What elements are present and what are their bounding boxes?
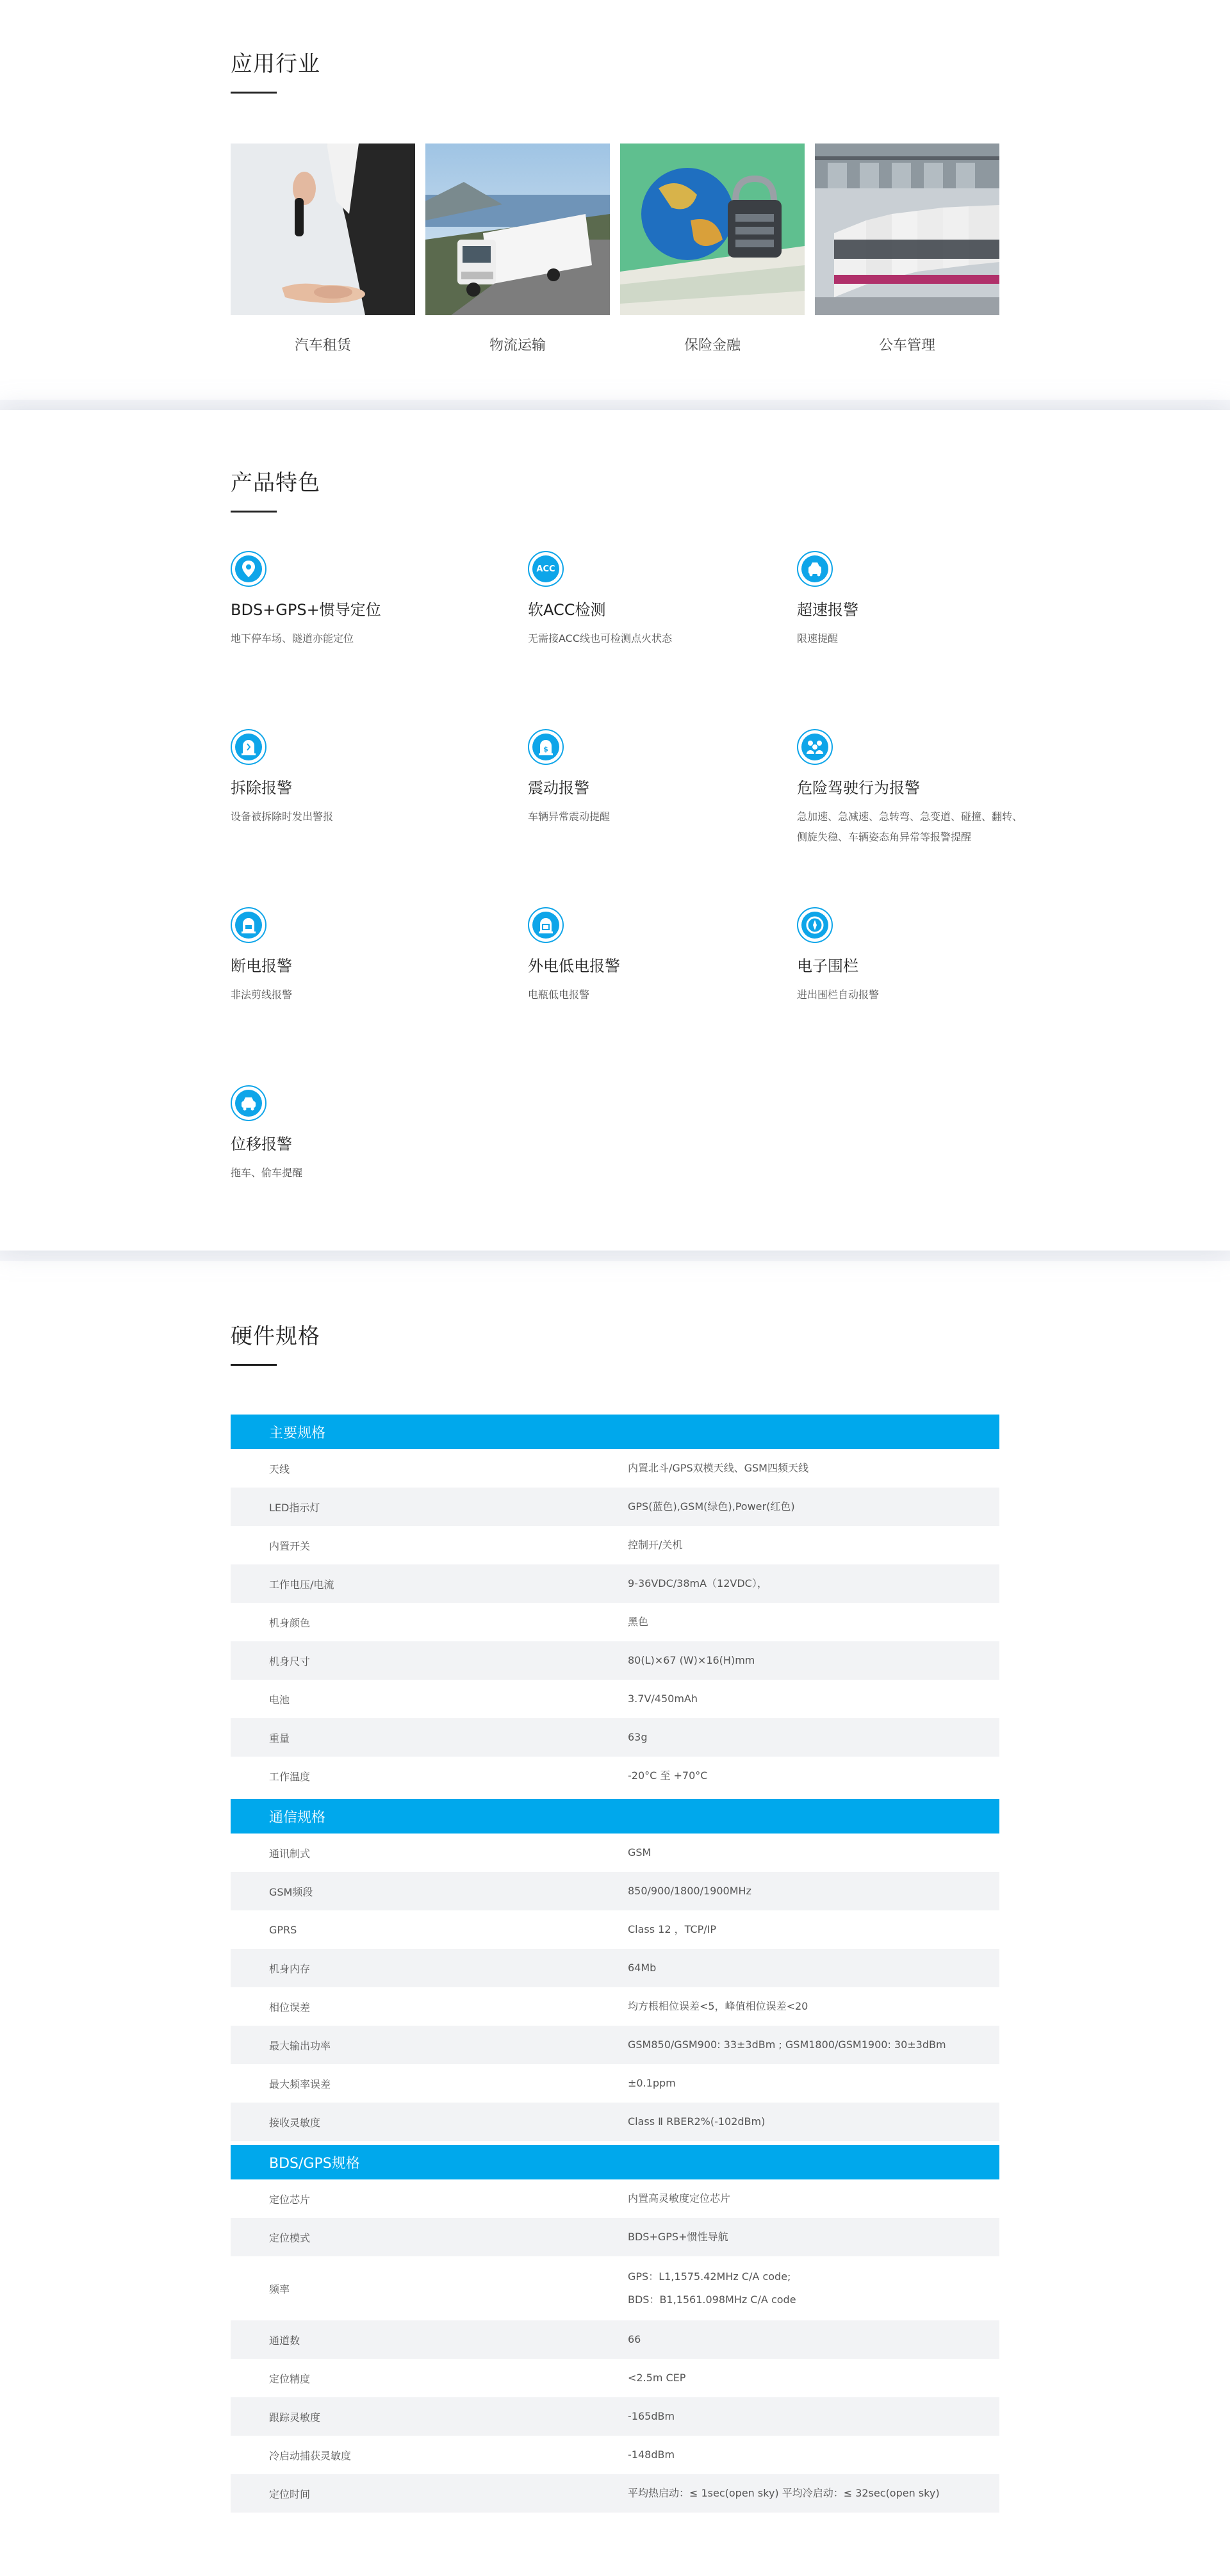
spec-value: 均方根相位误差<5，峰值相位误差<20 [628, 2000, 808, 2012]
spec-tables [231, 1415, 999, 2513]
industries-grid [231, 144, 999, 354]
spec-value: 3.7V/450mAh [628, 1693, 698, 1705]
spec-value: Class 12 ，TCP/IP [628, 1923, 717, 1935]
spec-value: Class Ⅱ RBER2%(-102dBm) [628, 2115, 766, 2128]
table-row [231, 1641, 999, 1680]
industries-title: 应用行业 [231, 51, 320, 77]
spec-value: 9-36VDC/38mA（12VDC）， [628, 1577, 767, 1589]
table-row [231, 1564, 999, 1603]
bus-fleet-photo [815, 144, 999, 315]
spec-value: -20°C 至 +70°C [628, 1769, 708, 1782]
feature-item [231, 729, 461, 827]
spec-value: BDS+GPS+惯性导航 [628, 2231, 728, 2243]
spec-key: 重量 [269, 1732, 290, 1744]
spec-key: 跟踪灵敏度 [269, 2411, 321, 2424]
feature-desc: 设备被拆除时发出警报 [231, 810, 334, 823]
acc-icon-text: ACC [532, 555, 559, 582]
feature-name: BDS+GPS+惯导定位 [231, 601, 381, 619]
industry-label: 保险金融 [684, 338, 741, 354]
feature-name: 外电低电报警 [528, 957, 620, 975]
feature-name: 拆除报警 [231, 779, 292, 797]
spec-value: 平均热启动：≤ 1sec(open sky) 平均冷启动：≤ 32sec(open sky) [628, 2487, 940, 2499]
industry-label: 物流运输 [489, 338, 546, 354]
table-row [231, 2064, 999, 2103]
spec-value: GSM850/GSM900: 33±3dBm ; GSM1800/GSM1900: 30±3dBm [628, 2039, 946, 2051]
table-row [231, 2256, 999, 2320]
spec-value: -148dBm [628, 2449, 675, 2461]
spec-key: 天线 [269, 1463, 290, 1475]
feature-desc: 急加速、急减速、急转弯、急变道、碰撞、翻转、侧旋失稳、车辆姿态角异常等报警提醒 [797, 810, 1023, 843]
spec-key: 频率 [269, 2283, 290, 2295]
table-row [231, 1834, 999, 1872]
feature-item [797, 551, 1028, 649]
spec-key: 相位误差 [269, 2001, 311, 2014]
spec-value: 80(L)×67 (W)×16(H)mm [628, 1654, 755, 1666]
feature-name: 震动报警 [528, 779, 589, 797]
table-row [231, 2179, 999, 2218]
displacement-car-icon [231, 1085, 266, 1121]
features-section [0, 400, 1230, 1261]
spec-key: 接收灵敏度 [269, 2116, 321, 2129]
table-row [231, 2397, 999, 2436]
feature-desc: 无需接ACC线也可检测点火状态 [528, 632, 673, 644]
table-row [231, 1488, 999, 1526]
industry-card-car-rental[interactable] [231, 144, 415, 354]
power-cut-alarm-icon [231, 907, 266, 943]
industry-label: 公车管理 [878, 338, 935, 354]
spec-value: 黑色 [628, 1616, 649, 1628]
hardware-section [0, 1261, 1230, 2576]
dangerous-driving-icon [797, 729, 833, 765]
spec-key: 冷启动捕获灵敏度 [269, 2449, 352, 2462]
feature-desc: 电瓶低电报警 [528, 989, 590, 1001]
feature-name: 软ACC检测 [528, 601, 606, 619]
location-pin-icon [231, 551, 266, 587]
feature-name: 电子围栏 [797, 957, 858, 975]
feature-desc: 车辆异常震动提醒 [528, 810, 611, 823]
feature-desc: 拖车、偷车提醒 [231, 1167, 303, 1179]
table-row [231, 1757, 999, 1795]
table-row [231, 1449, 999, 1488]
feature-desc: 限速提醒 [797, 632, 839, 644]
table-header: BDS/GPS规格 [231, 2145, 999, 2179]
spec-table-gps [231, 2145, 999, 2513]
feature-item [797, 907, 1028, 1005]
feature-item [528, 551, 758, 649]
industries-section [0, 0, 1230, 400]
spec-key: 通讯制式 [269, 1847, 311, 1860]
acc-icon [528, 551, 564, 587]
table-row [231, 2026, 999, 2064]
table-header: 主要规格 [231, 1415, 999, 1449]
globe-lock-money-photo [620, 144, 805, 315]
low-battery-alarm-icon [528, 907, 564, 943]
speeding-car-icon [797, 551, 833, 587]
spec-key: 定位精度 [269, 2372, 311, 2385]
spec-value: 内置高灵敏度定位芯片 [628, 2192, 731, 2204]
spec-table-main [231, 1415, 999, 1795]
car-keys-photo [231, 144, 415, 315]
industry-card-insurance[interactable] [620, 144, 805, 354]
feature-name: 断电报警 [231, 957, 292, 975]
spec-table-comm [231, 1799, 999, 2141]
table-row [231, 1526, 999, 1564]
feature-item [231, 551, 461, 649]
spec-value: 内置北斗/GPS双模天线、GSM四频天线 [628, 1462, 808, 1474]
feature-item [797, 729, 1028, 848]
table-header: 通信规格 [231, 1799, 999, 1834]
spec-value [628, 2265, 999, 2311]
feature-item [231, 1085, 461, 1183]
feature-item [231, 907, 461, 1005]
spec-value: 850/900/1800/1900MHz [628, 1885, 751, 1897]
truck-photo [425, 144, 610, 315]
spec-value: -165dBm [628, 2410, 675, 2422]
table-row [231, 2103, 999, 2141]
title-underline [231, 511, 277, 513]
table-row [231, 1680, 999, 1718]
spec-key: GSM频段 [269, 1885, 313, 1898]
tamper-alarm-icon [231, 729, 266, 765]
spec-key: 定位时间 [269, 2488, 311, 2500]
table-row [231, 2320, 999, 2359]
feature-desc: 地下停车场、隧道亦能定位 [231, 632, 354, 644]
spec-key: 最大频率误差 [269, 2078, 331, 2090]
spec-value-line: GPS：L1,1575.42MHz C/A code; [628, 2270, 791, 2283]
geofence-icon [797, 907, 833, 943]
spec-key: 通道数 [269, 2334, 300, 2347]
feature-desc: 非法剪线报警 [231, 989, 293, 1001]
spec-value: ±0.1ppm [628, 2077, 676, 2089]
table-row [231, 1603, 999, 1641]
svg-text:$: $ [543, 745, 548, 753]
spec-value: 64Mb [628, 1962, 657, 1974]
hardware-title: 硬件规格 [231, 1324, 320, 1349]
spec-value: GSM [628, 1846, 652, 1858]
feature-name: 超速报警 [797, 601, 858, 619]
industry-label: 汽车租赁 [294, 338, 351, 354]
spec-key: 定位芯片 [269, 2193, 311, 2206]
table-row [231, 1718, 999, 1757]
title-underline [231, 92, 277, 94]
spec-key: 电池 [269, 1693, 290, 1706]
spec-key: 机身内存 [269, 1962, 311, 1975]
table-row [231, 2359, 999, 2397]
spec-value: 控制开/关机 [628, 1539, 683, 1551]
table-row [231, 1910, 999, 1949]
title-underline [231, 1364, 277, 1366]
spec-value: GPS(蓝色),GSM(绿色),Power(红色) [628, 1500, 795, 1513]
spec-key: 定位模式 [269, 2231, 311, 2244]
spec-key: LED指示灯 [269, 1501, 320, 1514]
spec-value: 66 [628, 2333, 641, 2345]
feature-item [528, 907, 758, 1005]
spec-key: 工作电压/电流 [269, 1578, 334, 1591]
spec-key: 内置开关 [269, 1539, 311, 1552]
features-grid [231, 551, 1023, 1192]
spec-value: <2.5m CEP [628, 2372, 686, 2384]
spec-value-line: BDS：B1,1561.098MHz C/A code [628, 2293, 796, 2306]
table-row [231, 2474, 999, 2513]
industry-card-logistics[interactable] [425, 144, 610, 354]
spec-key: GPRS [269, 1923, 297, 1936]
spec-key: 机身颜色 [269, 1616, 311, 1629]
features-title: 产品特色 [231, 470, 320, 496]
spec-value: 63g [628, 1731, 648, 1743]
feature-desc: 进出围栏自动报警 [797, 989, 880, 1001]
table-row [231, 1872, 999, 1910]
spec-key: 最大输出功率 [269, 2039, 331, 2052]
vibration-alarm-icon [528, 729, 564, 765]
spec-key: 机身尺寸 [269, 1655, 311, 1668]
feature-name: 危险驾驶行为报警 [797, 779, 920, 797]
feature-name: 位移报警 [231, 1135, 292, 1153]
spec-key: 工作温度 [269, 1770, 311, 1783]
table-row [231, 2436, 999, 2474]
feature-item [528, 729, 758, 827]
table-row [231, 2218, 999, 2256]
table-row [231, 1949, 999, 1987]
table-row [231, 1987, 999, 2026]
industry-card-bus-management[interactable] [815, 144, 999, 354]
